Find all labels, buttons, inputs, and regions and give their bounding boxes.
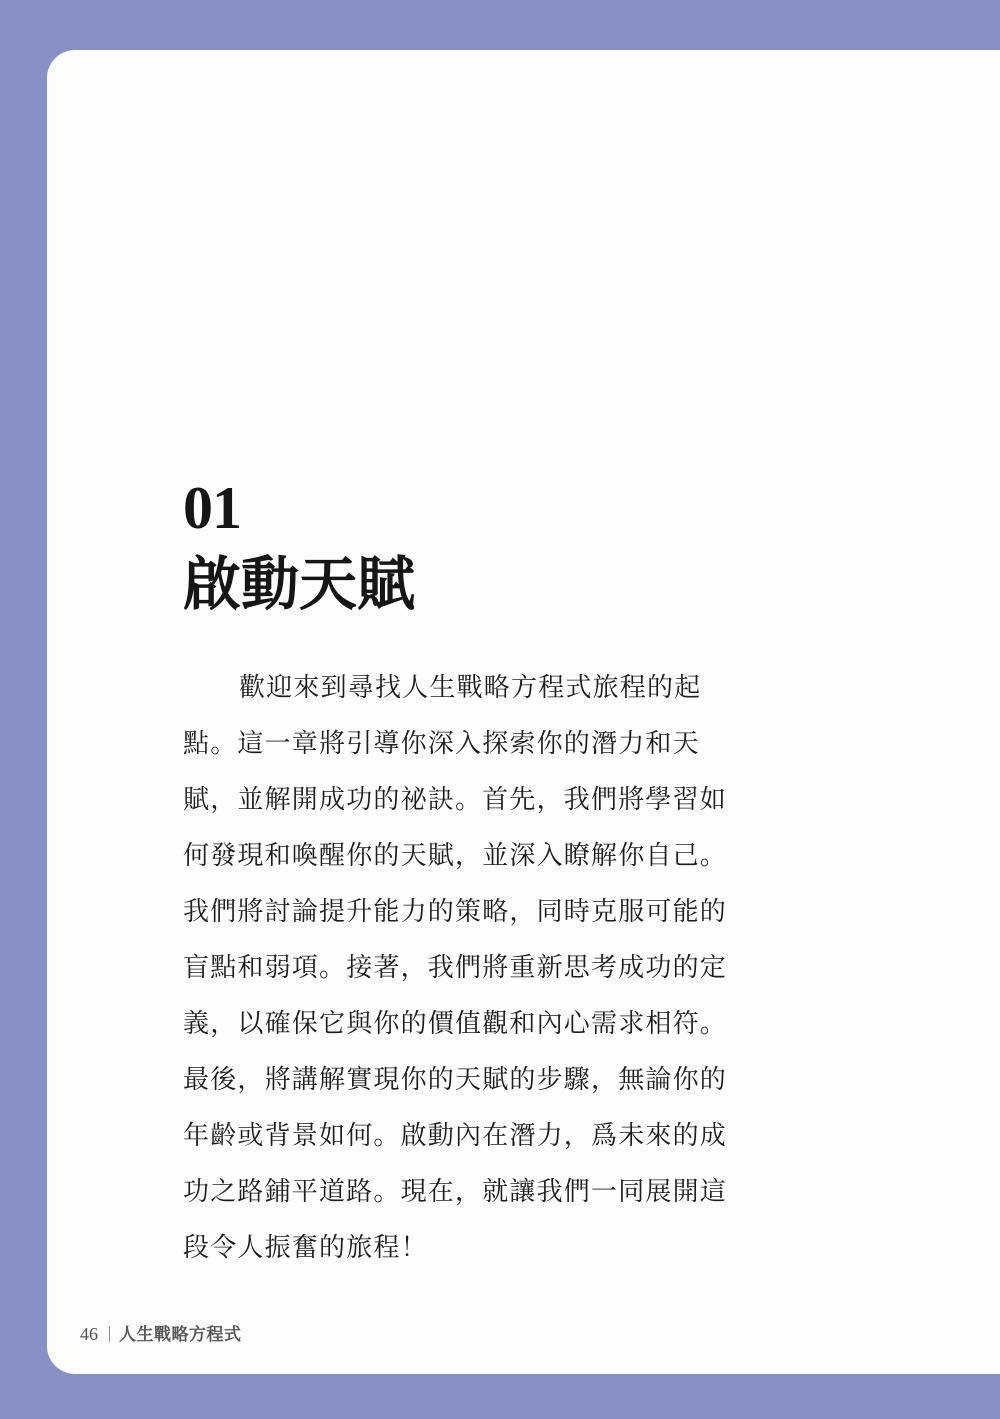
- chapter-intro-paragraph: [183, 660, 743, 1276]
- paragraph-line: 盲點和弱項。接著，我們將重新思考成功的定: [183, 953, 728, 983]
- paragraph-line: 歡迎來到尋找人生戰略方程式旅程的起: [239, 673, 702, 703]
- paragraph-line: 義，以確保它與你的價值觀和內心需求相符。: [183, 1009, 728, 1039]
- paragraph-line: 年齡或背景如何。啟動內在潛力，爲未來的成: [183, 1121, 728, 1151]
- page-number: 46: [80, 1324, 98, 1344]
- paragraph-line: 段令人振奮的旅程！: [183, 1233, 428, 1263]
- paragraph-line: 功之路鋪平道路。現在，就讓我們一同展開這: [183, 1177, 728, 1207]
- paragraph-line: 賦，並解開成功的祕訣。首先，我們將學習如: [183, 785, 728, 815]
- paragraph-line: 最後，將講解實現你的天賦的步驟，無論你的: [183, 1065, 728, 1095]
- paragraph-line: 點。這一章將引導你深入探索你的潛力和天: [183, 729, 700, 759]
- running-title: 人生戰略方程式: [119, 1325, 242, 1345]
- chapter-title: 啟動天賦: [183, 550, 416, 618]
- chapter-number: 01: [183, 475, 241, 541]
- page-footer: [80, 1322, 242, 1347]
- paragraph-line: 我們將討論提升能力的策略，同時克服可能的: [183, 897, 728, 927]
- paragraph-line: 何發現和喚醒你的天賦，並深入瞭解你自己。: [183, 841, 728, 871]
- footer-divider: [109, 1326, 110, 1342]
- book-page: [47, 50, 1000, 1374]
